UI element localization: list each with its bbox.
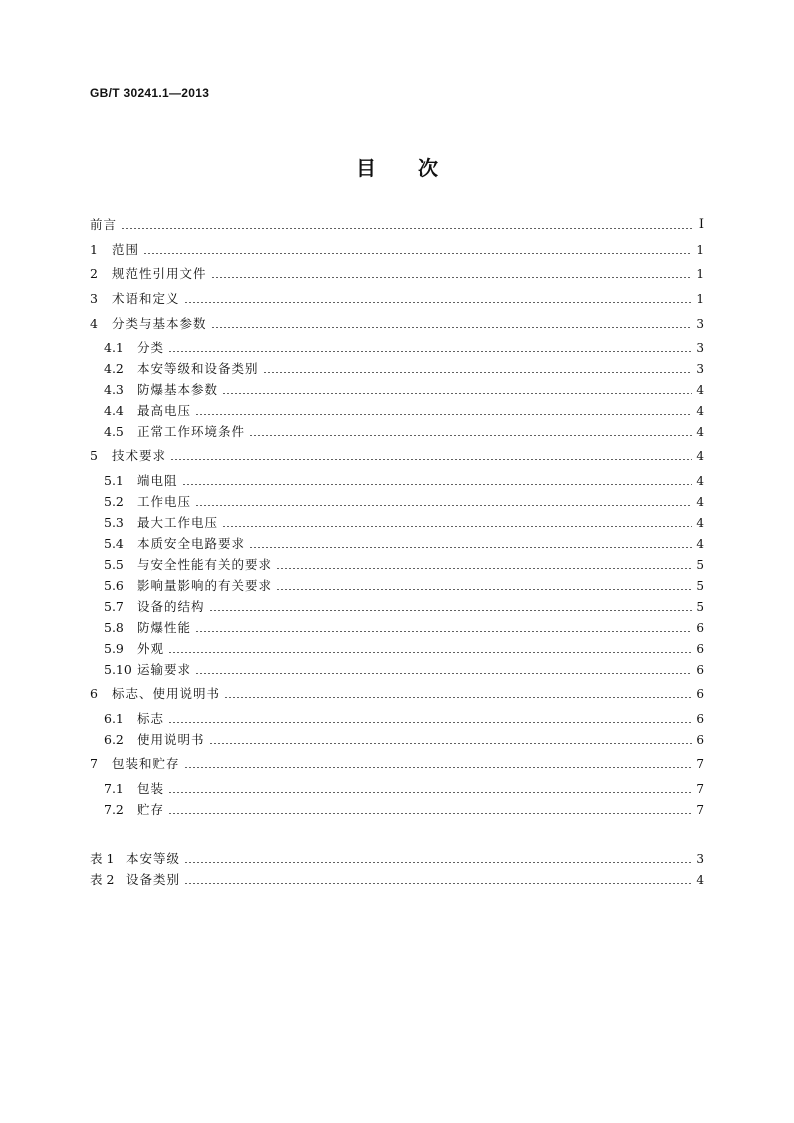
toc-entry-label: 前言 [90, 217, 118, 232]
toc-entry-label: 分类 [137, 340, 165, 355]
toc-entry-page: 4 [696, 449, 704, 463]
toc-entry-page: 6 [696, 621, 704, 635]
toc-entry-label: 最高电压 [137, 403, 192, 418]
table-entry-label: 设备类别 [126, 872, 181, 887]
dot-leader [249, 547, 692, 548]
toc-entry-label: 防爆基本参数 [137, 382, 219, 397]
toc-entry-label: 本安等级和设备类别 [137, 361, 259, 376]
toc-entry[interactable] [90, 215, 704, 235]
toc-entry-page: 6 [696, 663, 704, 677]
toc-entry-page: 6 [696, 733, 704, 747]
toc-entry-page: 4 [696, 537, 704, 551]
toc-entry-page: 4 [696, 404, 704, 418]
dot-leader [168, 722, 692, 723]
toc-entry-page: 5 [696, 600, 704, 614]
toc-entry-number: 6 [90, 686, 98, 701]
toc-entry-number: 6.1 [104, 711, 124, 726]
toc-entry-label: 包装和贮存 [112, 756, 180, 771]
toc-entry-number: 2 [90, 266, 98, 281]
toc-entry[interactable] [104, 359, 704, 379]
toc-entry-page: 5 [696, 579, 704, 593]
toc-entry-page: 6 [696, 687, 704, 701]
toc-entry-number: 5.6 [104, 578, 124, 593]
toc-entry-label: 工作电压 [137, 494, 192, 509]
dot-leader [184, 862, 692, 863]
toc-entry-page: 4 [696, 474, 704, 488]
toc-entry-page: 1 [696, 267, 704, 281]
toc-entry[interactable] [90, 684, 704, 704]
toc-entry-label: 技术要求 [112, 448, 167, 463]
dot-leader [121, 228, 692, 229]
dot-leader [276, 568, 692, 569]
toc-entry-page: 4 [696, 425, 704, 439]
table-list-entry[interactable] [90, 870, 704, 890]
toc-entry-page: 3 [696, 341, 704, 355]
toc-entry-number: 7.2 [104, 802, 124, 817]
dot-leader [168, 652, 692, 653]
toc-entry-label: 正常工作环境条件 [137, 424, 246, 439]
toc-entry-label: 本质安全电路要求 [137, 536, 246, 551]
dot-leader [276, 589, 692, 590]
toc-entry[interactable] [104, 338, 704, 358]
toc-entry-number: 5.7 [104, 599, 124, 614]
toc-entry[interactable] [104, 576, 704, 596]
dot-leader [170, 459, 692, 460]
toc-entry[interactable] [90, 289, 704, 309]
toc-entry-number: 3 [90, 291, 98, 306]
dot-leader [222, 393, 692, 394]
toc-entry-number: 4.4 [104, 403, 124, 418]
standard-code: GB/T 30241.1—2013 [90, 86, 210, 100]
toc-entry-page: 7 [696, 782, 704, 796]
toc-entry-number: 6.2 [104, 732, 124, 747]
toc-entry-number: 4.1 [104, 340, 124, 355]
toc-entry-number: 5.4 [104, 536, 124, 551]
toc-entry-number: 7.1 [104, 781, 124, 796]
toc-entry[interactable] [104, 471, 704, 491]
toc-entry[interactable] [104, 709, 704, 729]
toc-entry-label: 标志 [137, 711, 165, 726]
toc-entry[interactable] [104, 422, 704, 442]
dot-leader [211, 327, 692, 328]
dot-leader [143, 253, 692, 254]
dot-leader [195, 505, 692, 506]
toc-entry-label: 贮存 [137, 802, 165, 817]
toc-entry[interactable] [104, 639, 704, 659]
toc-entry-label: 影响量影响的有关要求 [137, 578, 273, 593]
toc-entry[interactable] [90, 754, 704, 774]
dot-leader [222, 526, 692, 527]
toc-entry-page: 6 [696, 712, 704, 726]
toc-entry-page: 1 [696, 292, 704, 306]
toc-entry[interactable] [104, 513, 704, 533]
dot-leader [184, 302, 692, 303]
toc-entry-number: 4.5 [104, 424, 124, 439]
table-entry-page: 4 [696, 873, 704, 887]
dot-leader [195, 414, 692, 415]
toc-entry[interactable] [104, 555, 704, 575]
toc-entry-number: 5 [90, 448, 98, 463]
table-entry-page: 3 [696, 852, 704, 866]
toc-entry-number: 4 [90, 316, 98, 331]
page-title: 目次 [356, 156, 480, 180]
toc-entry[interactable] [104, 401, 704, 421]
dot-leader [195, 631, 692, 632]
toc-entry[interactable] [104, 597, 704, 617]
toc-entry[interactable] [104, 730, 704, 750]
dot-leader [263, 372, 692, 373]
toc-entry[interactable] [104, 380, 704, 400]
toc-entry-page: 7 [696, 757, 704, 771]
toc-entry-page: 1 [696, 243, 704, 257]
toc-entry-label: 范围 [112, 242, 140, 257]
dot-leader [184, 883, 692, 884]
toc-entry-label: 分类与基本参数 [112, 316, 207, 331]
toc-entry[interactable] [90, 314, 704, 334]
toc-entry[interactable] [104, 534, 704, 554]
toc-entry-number: 5.8 [104, 620, 124, 635]
dot-leader [168, 792, 692, 793]
toc-entry-label: 端电阻 [137, 473, 178, 488]
toc-entry-page: 7 [696, 803, 704, 817]
toc-entry-label: 包装 [137, 781, 165, 796]
dot-leader [209, 610, 692, 611]
toc-entry-label: 使用说明书 [137, 732, 205, 747]
toc-entry-page: 4 [696, 516, 704, 530]
toc-entry-page: 4 [696, 495, 704, 509]
toc-entry-label: 与安全性能有关的要求 [137, 557, 273, 572]
toc-entry-label: 术语和定义 [112, 291, 180, 306]
table-entry-number: 表 1 [90, 851, 115, 866]
toc-entry-number: 5.3 [104, 515, 124, 530]
dot-leader [211, 277, 692, 278]
toc-entry-label: 运输要求 [137, 662, 192, 677]
toc-entry[interactable] [104, 800, 704, 820]
dot-leader [168, 813, 692, 814]
dot-leader [184, 767, 692, 768]
toc-entry[interactable] [104, 618, 704, 638]
dot-leader [182, 484, 692, 485]
toc-entry-page: I [698, 217, 704, 232]
dot-leader [195, 673, 692, 674]
toc-entry-number: 5.2 [104, 494, 124, 509]
toc-entry-number: 5.1 [104, 473, 124, 488]
dot-leader [249, 435, 692, 436]
toc-entry-number: 4.3 [104, 382, 124, 397]
toc-entry-number: 5.10 [104, 662, 132, 677]
toc-entry-number: 1 [90, 242, 98, 257]
dot-leader [168, 351, 692, 352]
toc-entry-label: 标志、使用说明书 [112, 686, 221, 701]
table-entry-label: 本安等级 [126, 851, 181, 866]
toc-entry[interactable] [90, 264, 704, 284]
toc-entry-number: 7 [90, 756, 98, 771]
toc-entry-label: 防爆性能 [137, 620, 192, 635]
toc-entry-label: 规范性引用文件 [112, 266, 207, 281]
toc-entry-page: 4 [696, 383, 704, 397]
toc-entry-label: 外观 [137, 641, 165, 656]
table-list-entry[interactable] [90, 849, 704, 869]
toc-entry[interactable] [90, 446, 704, 466]
toc-entry-page: 3 [696, 317, 704, 331]
toc-entry-number: 5.9 [104, 641, 124, 656]
dot-leader [224, 697, 692, 698]
toc-entry-page: 6 [696, 642, 704, 656]
toc-entry[interactable] [104, 779, 704, 799]
toc-entry[interactable] [104, 660, 704, 680]
dot-leader [209, 743, 692, 744]
toc-entry-page: 3 [696, 362, 704, 376]
toc-entry-label: 最大工作电压 [137, 515, 219, 530]
table-entry-number: 表 2 [90, 872, 115, 887]
toc-entry-number: 4.2 [104, 361, 124, 376]
toc-entry-number: 5.5 [104, 557, 124, 572]
toc-entry[interactable] [90, 240, 704, 260]
toc-entry-page: 5 [696, 558, 704, 572]
toc-entry-label: 设备的结构 [137, 599, 205, 614]
toc-entry[interactable] [104, 492, 704, 512]
